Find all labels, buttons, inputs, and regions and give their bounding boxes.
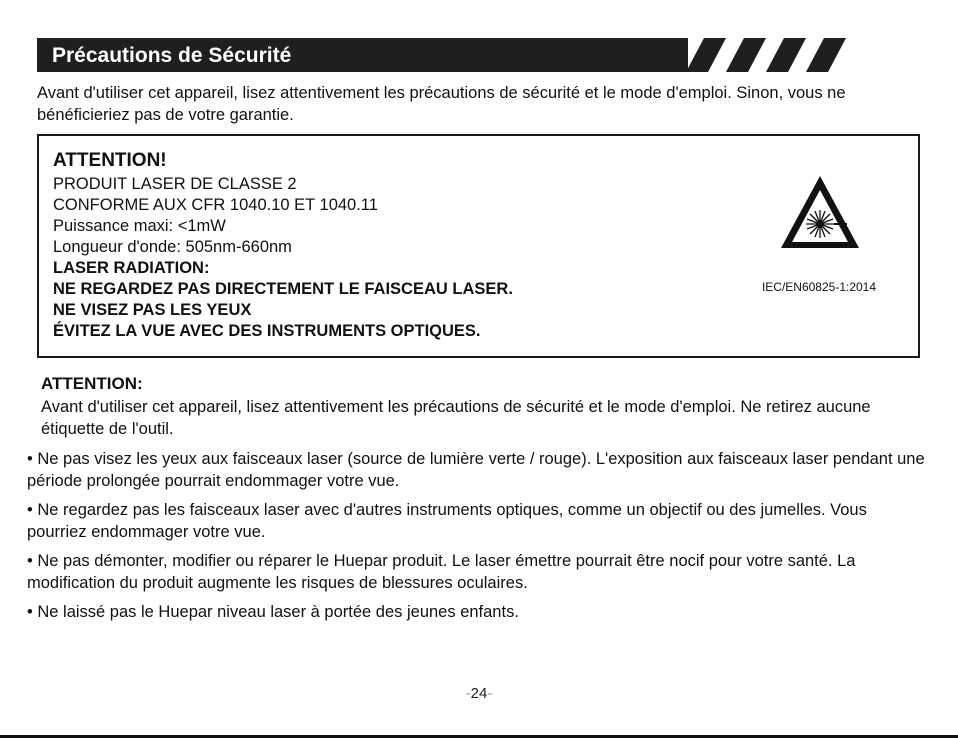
laser-warning-triangle-icon <box>779 174 861 250</box>
warning-bold-line: ÉVITEZ LA VUE AVEC DES INSTRUMENTS OPTIQUES. <box>53 322 481 340</box>
list-item: • Ne laissé pas le Huepar niveau laser à portée des jeunes enfants. <box>27 603 519 621</box>
section-title: Précautions de Sécurité <box>52 44 292 67</box>
warning-line: PRODUIT LASER DE CLASSE 2 <box>53 175 297 193</box>
precaution-list <box>27 448 927 630</box>
page-dash: - <box>487 685 493 702</box>
warning-bold-line: NE VISEZ PAS LES YEUX <box>53 301 252 319</box>
warning-title: ATTENTION! <box>53 150 167 171</box>
warning-line: Puissance maxi: <1mW <box>53 217 226 235</box>
warning-text-block <box>53 148 753 342</box>
attention-title: ATTENTION: <box>41 374 143 393</box>
attention-section <box>41 372 921 440</box>
page-dash: - <box>465 685 471 702</box>
attention-body: Avant d'utiliser cet appareil, lisez attentivement les précautions de sécurité et le mode d'emploi. Ne retirez aucune étiquette de l'outil. <box>41 398 871 438</box>
list-item: • Ne pas démonter, modifier ou réparer le Huepar produit. Le laser émettre pourrait être nocif pour votre santé. La modification du produit augmente les risques de blessures oculaires. <box>27 552 856 592</box>
warning-bold-line: LASER RADIATION: <box>53 259 210 277</box>
warning-line: CONFORME AUX CFR 1040.10 ET 1040.11 <box>53 196 378 214</box>
warning-line: Longueur d'onde: 505nm-660nm <box>53 238 292 256</box>
laser-warning-box <box>37 134 920 358</box>
intro-paragraph: Avant d'utiliser cet appareil, lisez attentivement les précautions de sécurité et le mode d'emploi. Sinon, vous ne bénéficieriez pas de votre garantie. <box>37 84 846 124</box>
warning-bold-line: NE REGARDEZ PAS DIRECTEMENT LE FAISCEAU LASER. <box>53 280 513 298</box>
page-number <box>0 685 958 702</box>
list-item: • Ne pas visez les yeux aux faisceaux laser (source de lumière verte / rouge). L'exposition aux faisceaux laser pendant une période prolongée pourrait endommager votre vue. <box>27 450 925 490</box>
page-number-value: 24 <box>470 685 488 702</box>
iec-standard-label: IEC/EN60825-1:2014 <box>761 280 877 294</box>
list-item: • Ne regardez pas les faisceaux laser avec d'autres instruments optiques, comme un objectif ou des jumelles. Vous pourriez endommager votre vue. <box>27 501 867 541</box>
header-stripes-decoration <box>686 38 846 72</box>
